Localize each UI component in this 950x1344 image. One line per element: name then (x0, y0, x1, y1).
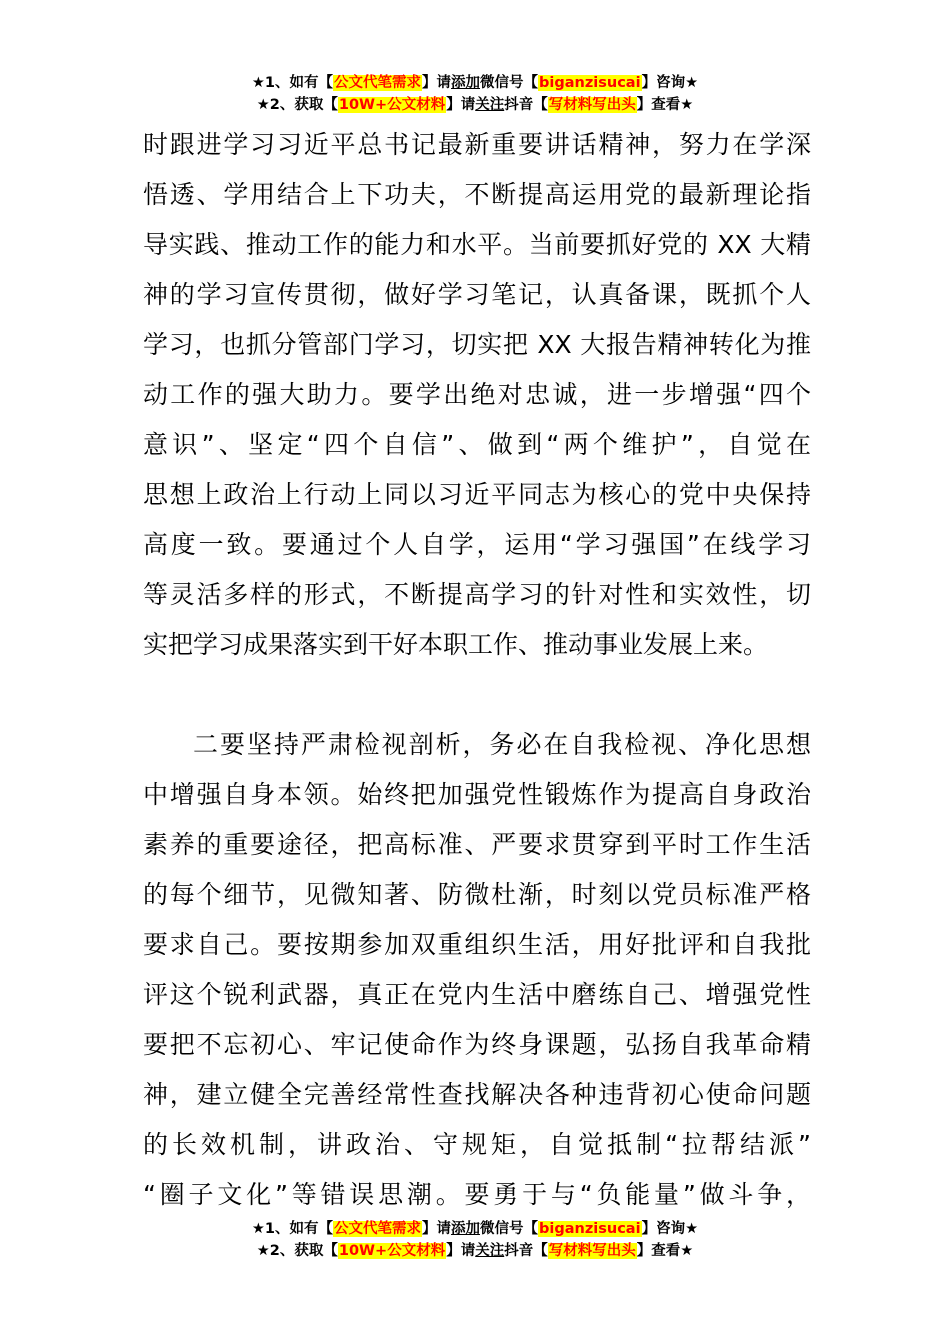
banner-text: 】咨询★ (641, 75, 699, 91)
banner-line-1 (0, 72, 950, 94)
banner-text: ★2、获取【 (256, 97, 338, 113)
banner-underlined-text: 关注 (475, 97, 505, 113)
banner-text: 微信号【 (480, 1221, 539, 1237)
text-line: 的长效机制，讲政治、守规矩，自觉抵制“拉帮结派” (143, 1130, 811, 1159)
text-line: 神的学习宣传贯彻，做好学习笔记，认真备课，既抓个人 (143, 280, 811, 309)
text-line: 要把不忘初心、牢记使命作为终身课题，弘扬自我革命精 (143, 1030, 811, 1059)
paragraph-gap (143, 670, 811, 720)
banner-text: 】请 (422, 1221, 452, 1237)
banner-text: 】咨询★ (641, 1221, 699, 1237)
banner-text: ★1、如有【 (251, 75, 334, 91)
banner-text: ★2、获取【 (256, 1243, 338, 1259)
banner-highlight: 写材料写出头 (548, 97, 636, 113)
banner-line-2 (0, 1240, 950, 1262)
banner-line-1 (0, 1218, 950, 1240)
text-line: 时跟进学习习近平总书记最新重要讲话精神，努力在学深 (143, 130, 811, 159)
banner-text: 】查看★ (636, 1243, 694, 1259)
banner-line-2 (0, 94, 950, 116)
text-line: 动工作的强大助力。要学出绝对忠诚，进一步增强“四个 (143, 380, 811, 409)
banner-highlight: 写材料写出头 (548, 1243, 636, 1259)
paragraph-1 (143, 120, 811, 670)
banner-text: 抖音【 (504, 1243, 548, 1259)
text-line: 要求自己。要按期参加双重组织生活，用好批评和自我批 (143, 930, 811, 959)
banner-highlight: 10W+公文材料 (338, 1243, 446, 1259)
text-line: 思想上政治上行动上同以习近平同志为核心的党中央保持 (143, 480, 811, 509)
document-body (143, 120, 811, 1220)
text-line: 素养的重要途径，把高标准、严要求贯穿到平时工作生活 (143, 830, 811, 859)
text-line: 评这个锐利武器，真正在党内生活中磨练自己、增强党性 (143, 980, 811, 1009)
text-line: 高度一致。要通过个人自学，运用“学习强国”在线学习 (143, 530, 811, 559)
banner-highlight: 10W+公文材料 (338, 97, 446, 113)
text-line: 实把学习成果落实到干好本职工作、推动事业发展上来。 (143, 630, 769, 659)
text-line: 中增强自身本领。始终把加强党性锻炼作为提高自身政治 (143, 780, 811, 809)
banner-underlined-text: 关注 (475, 1243, 505, 1259)
banner-text: ★1、如有【 (251, 1221, 334, 1237)
banner-text: 】请 (446, 97, 476, 113)
text-line: 的每个细节，见微知著、防微杜渐，时刻以党员标准严格 (143, 880, 811, 909)
text-line: 等灵活多样的形式，不断提高学习的针对性和实效性，切 (143, 580, 811, 609)
text-line: 意识”、坚定“四个自信”、做到“两个维护”，自觉在 (143, 430, 811, 459)
banner-highlight: 公文代笔需求 (334, 75, 422, 91)
banner-highlight: 公文代笔需求 (334, 1221, 422, 1237)
paragraph-2 (143, 720, 811, 1220)
banner-text: 】查看★ (636, 97, 694, 113)
banner-text: 微信号【 (480, 75, 539, 91)
text-line: 二要坚持严肃检视剖析，务必在自我检视、净化思想 (193, 730, 811, 759)
banner-underlined-text: 添加 (451, 1221, 481, 1237)
banner-highlight: biganzisucai (539, 75, 641, 91)
banner-underlined-text: 添加 (451, 75, 481, 91)
footer-banner (0, 1218, 950, 1262)
banner-text: 】请 (422, 75, 452, 91)
text-line: 悟透、学用结合上下功夫，不断提高运用党的最新理论指 (143, 180, 811, 209)
text-line: 学习，也抓分管部门学习，切实把 XX 大报告精神转化为推 (143, 330, 811, 359)
text-line: 神，建立健全完善经常性查找解决各种违背初心使命问题 (143, 1080, 811, 1109)
banner-highlight: biganzisucai (539, 1221, 641, 1237)
text-line: 导实践、推动工作的能力和水平。当前要抓好党的 XX 大精 (143, 230, 811, 259)
banner-text: 】请 (446, 1243, 476, 1259)
header-banner (0, 72, 950, 116)
text-line: “圈子文化”等错误思潮。要勇于与“负能量”做斗争， (143, 1180, 811, 1209)
banner-text: 抖音【 (504, 97, 548, 113)
